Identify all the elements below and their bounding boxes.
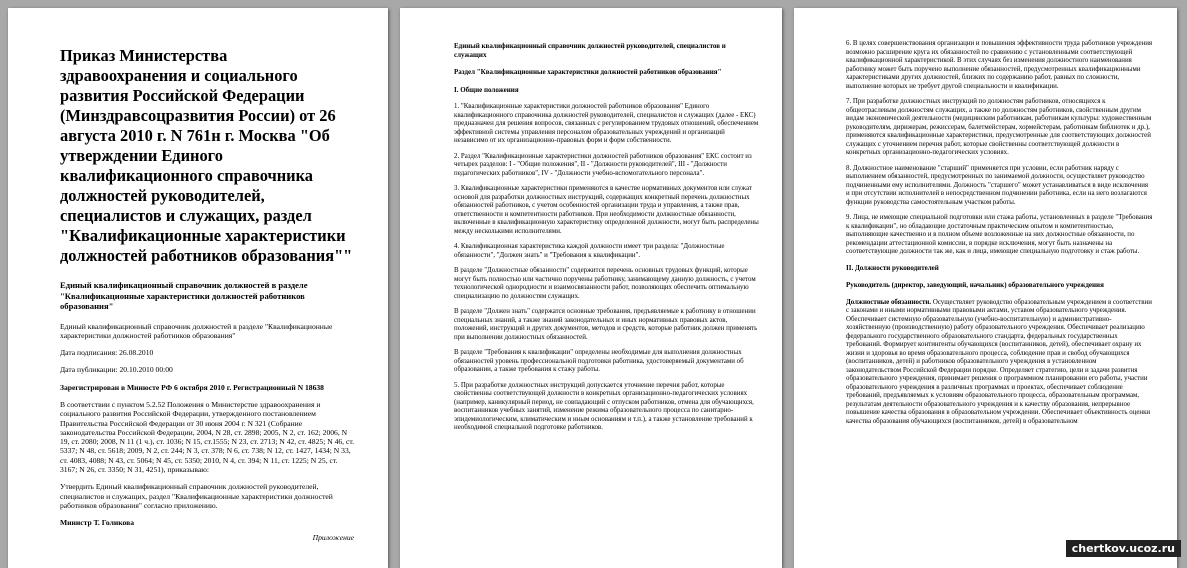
paragraph: 3. Квалификационные характеристики применяются в качестве нормативных документов или служат основой для разработки должностных инструкций, содержащих конкретный перечень должностных обязанностей работников, с учетом особенностей организации труда и управления, а также прав, ответственности и компетентности работников. При необходимости должностные обязанности, включенные в квалификационную характеристику определенной должности, могут быть распределены между несколькими исполнителями. <box>454 185 759 235</box>
document-page-2 <box>400 8 782 568</box>
section-heading: II. Должности руководителей <box>846 263 939 272</box>
paragraph: 1. "Квалификационные характеристики должностей работников образования" Единого квалификационного справочника должностей руководителей, специалистов и служащих (далее - ЕКС) предназначен для решения вопросов, связанных с регулированием трудовых отношений, обеспечением эффективной системы управления персоналом образовательных учреждений и организаций независимо от их организационно-правовых форм и форм собственности. <box>454 103 759 145</box>
section-heading: Единый квалификационный справочник должностей руководителей, специалистов и служащих <box>454 42 726 59</box>
paragraph: В разделе "Должностные обязанности" содержится перечень основных трудовых функций, которые могут быть полностью или частично поручены работнику, занимающему данную должность, с учетом технологической однородности и взаимосвязанности работ, позволяющих обеспечить оптимальную специализацию по должностям служащих. <box>454 267 756 300</box>
order-text: Утвердить Единый квалификационный справочник должностей руководителей, специалистов и служащих, раздел "Квалификационные характеристики должностей работников образования" согласно приложению. <box>60 482 333 510</box>
paragraph: 6. В целях совершенствования организации и повышения эффективности труда работников учреждения возможно расширение круга их обязанностей по сравнению с установленными соответствующей квалификационной характеристикой. В этих случаях без изменения должностного наименования работнику может быть поручено выполнение обязанностей, предусмотренных квалификационными характеристиками других должностей, близких по содержанию работ, равных по сложности, выполнение которых не требует другой специальности и квалификации. <box>846 40 1153 90</box>
document-subtitle: Единый квалификационный справочник должностей в разделе "Квалификационные характеристики должностей работников образования" <box>60 280 308 311</box>
paragraph: 7. При разработке должностных инструкций по должностям работников, относящихся к общеотраслевым должностям служащих, а также по должностям работников, свойственным другим видам экономической деятельности (медицинским работникам, работникам культуры: художественным руководителям, дирижерам, режиссерам, балетмейстерам, хормейстерам, работникам библиотек и др.), применяются квалификационные характеристики, предусмотренные для соответствующих должностей служащих с уточнением перечня работ, которые свойственны соответствующей должности в конкретных организационно-педагогических условиях. <box>846 98 1152 156</box>
minister-signature: Министр Т. Голикова <box>60 518 134 528</box>
registration-note: Зарегистрирован в Минюсте РФ 6 октября 2010 г. Регистрационный N 18638 <box>60 382 324 392</box>
section-heading: Раздел "Квалификационные характеристики должностей работников образования" <box>454 68 722 77</box>
legal-basis: В соответствии с пунктом 5.2.52 Положения о Министерстве здравоохранения и социального развития Российской Федерации, утвержденного постановлением Правительства Российской Федерации от 30 июня 2004 г. N 321 (Собрание законодательства Российской Федерации, 2004, N 28, ст. 2898; 2005, N 2, ст. 162; 2006, N 19, ст. 2080; 2008, N 11 (1 ч.), ст. 1036; N 15, ст.1555; N 23, ст. 2713; N 42, ст. 4825; N 46, ст. 5337; N 48, ст. 5618; 2009, N 2, ст. 244; N 3, ст. 378; N 6, ст. 738; N 12, ст. 1427, 1434; N 33, ст. 4083, 4088; N 43, ст. 5064; N 45, ст. 5350; 2010, N 4, ст. 394; N 11, ст. 1225; N 25, ст. 3167; N 26, ст. 3350; N 31, 4251), приказываю: <box>60 399 354 475</box>
document-page-3 <box>794 8 1177 568</box>
paragraph: 4. Квалификационная характеристика каждой должности имеет три раздела: "Должностные обязанности", "Должен знать" и "Требования к квалификации". <box>454 243 725 259</box>
section-heading: I. Общие положения <box>454 85 519 94</box>
section-heading: Руководитель (директор, заведующий, начальник) образовательного учреждения <box>846 281 1104 290</box>
paragraph: 5. При разработке должностных инструкций допускается уточнение перечня работ, которые свойственны соответствующей должности в конкретных организационно-педагогических условиях (например, каникулярный период, не совпадающий с отпуском работников, отмена для обучающихся, воспитанников учебных занятий, изменение режима образовательного процесса по санитарно-эпидемиологическим, климатическим и иным основаниям и т.п.), а также установление требований к необходимой специальной подготовке работников. <box>454 381 754 432</box>
appendix-label: Приложение <box>312 533 354 543</box>
paragraph: 8. Должностное наименование "старший" применяется при условии, если работник наряду с выполнением обязанностей, предусмотренных по занимаемой должности, осуществляет руководство подчиненными ему исполнителями. Должность "старшего" может устанавливаться в виде исключения и при отсутствии исполнителей в непосредственном подчинении работника, если на него возлагаются функции руководства самостоятельным участком работы. <box>846 164 1149 206</box>
paragraph: 9. Лица, не имеющие специальной подготовки или стажа работы, установленных в разделе "Требования к квалификации", но обладающие достаточным практическим опытом и компетентностью, выполняющие качественно и в полном объеме возложенные на них должностные обязанности, по рекомендации аттестационной комиссии, в порядке исключения, могут быть назначены на соответствующие должности так же, как и лица, имеющие специальную подготовку и стаж работы. <box>846 214 1153 255</box>
duties-text: Осуществляет руководство образовательным учреждением в соответствии с законами и иными нормативными правовыми актами, уставом образовательного учреждения. Обеспечивает системную образовательную (учебно-воспитательную) и административно-хозяйственную (производственную) работу образовательного учреждения. Обеспечивает реализацию федерального государственного образовательного стандарта, федеральных государственных требований. Формирует контингенты обучающихся (воспитанников, детей), обеспечивает охрану их жизни и здоровья во время образовательного процесса, соблюдение прав и свобод обучающихся (воспитанников, детей) и работников образовательного учреждения в установленном законодательством Российской Федерации порядке. Определяет стратегию, цели и задачи развития образовательного учреждения, принимает решения о программном планировании его работы, участии образовательного учреждения в различных программах и проектах, обеспечивает соблюдение требований, предъявляемых к условиям образовательного процесса, образовательным программам, результатам деятельности образовательного учреждения и к качеству образования, непрерывное повышение качества образования в образовательном учреждении. Обеспечивает объективность оценки качества образования обучающихся (воспитанников, детей) в образовательном <box>846 298 1152 425</box>
paragraph: В разделе "Должен знать" содержатся основные требования, предъявляемые к работнику в отношении специальных знаний, а также знаний законодательных и иных нормативных правовых актов, положений, инструкций и других документов, методов и средств, которые работник должен применять при выполнении должностных обязанностей. <box>454 308 758 341</box>
duties-label: Должностные обязанности. <box>846 298 932 306</box>
document-title: Приказ Министерства здравоохранения и социального развития Российской Федерации (Минздравсоцразвития России) от 26 августа 2010 г. N 761н г. Москва "Об утверждении Единого квалификационного справочника должностей руководителей, специалистов и служащих, раздел "Квалификационные характеристики должностей работников образования"" <box>60 46 353 265</box>
publish-date: Дата публикации: 20.10.2010 00:00 <box>60 365 173 375</box>
signing-date: Дата подписания: 26.08.2010 <box>60 348 154 358</box>
document-page-1 <box>8 8 388 568</box>
site-watermark: chertkov.ucoz.ru <box>1066 540 1181 557</box>
paragraph <box>846 299 1153 427</box>
paragraph: 2. Раздел "Квалификационные характеристики должностей работников образования" ЕКС состоит из четырех разделов: I - "Общие положения", II - "Должности руководителей", III - "Должности педагогических работников", IV - "Должности учебно-вспомогательного персонала". <box>454 152 752 177</box>
paragraph: В разделе "Требования к квалификации" определены необходимые для выполнения должностных обязанностей уровень профессиональной подготовки работника, удостоверяемый документами об образовании, а также требования к стажу работы. <box>454 349 744 374</box>
document-description: Единый квалификационный справочник должностей в разделе "Квалификационные характеристики должностей работников образования" <box>60 321 333 340</box>
